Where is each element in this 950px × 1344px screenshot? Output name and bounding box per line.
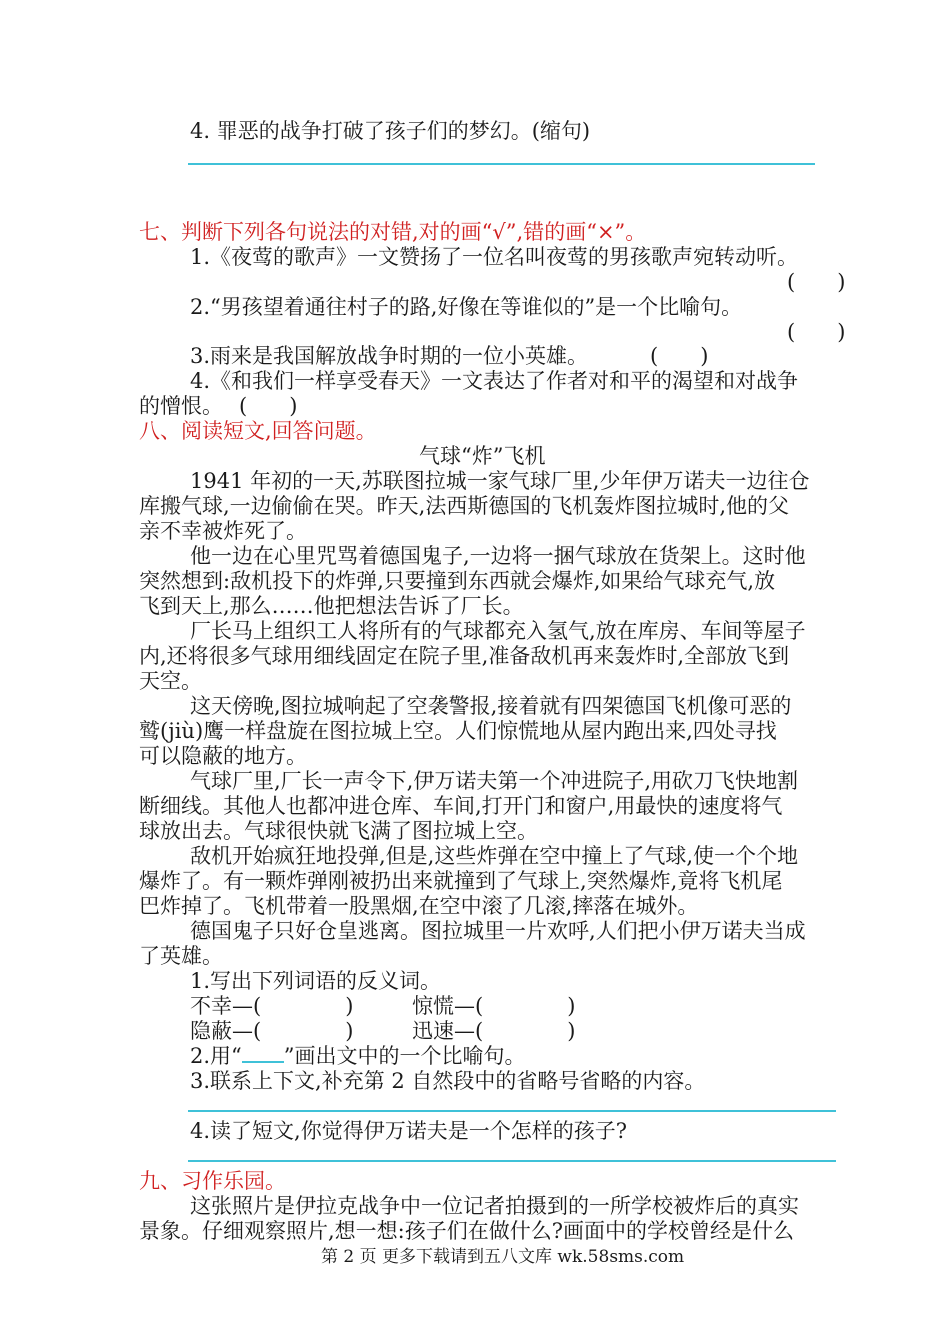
- p5-line2: 断细线。其他人也都冲进仓库、车间,打开门和窗户,用最快的速度将气: [139, 794, 783, 818]
- s7-item2-paren[interactable]: ( ): [787, 320, 846, 344]
- q2-suffix: ”画出文中的一个比喻句。: [283, 1044, 526, 1068]
- q4-label: 4.读了短文,你觉得伊万诺夫是一个怎样的孩子?: [190, 1119, 627, 1143]
- q1-word2[interactable]: 惊慌—( ): [412, 994, 576, 1018]
- p2-line3: 飞到天上,那么……他把想法告诉了厂长。: [139, 594, 524, 618]
- p4-line2: 鹫(jiù)鹰一样盘旋在图拉城上空。人们惊慌地从屋内跑出来,四处寻找: [139, 719, 777, 743]
- p3-line2: 内,还将很多气球用细线固定在院子里,准备敌机再来轰炸时,全部放飞到: [139, 644, 790, 668]
- p6-line3: 巴炸掉了。飞机带着一股黑烟,在空中滚了几滚,摔落在城外。: [139, 894, 699, 918]
- p6-line2: 爆炸了。有一颗炸弹刚被扔出来就撞到了气球上,突然爆炸,竟将飞机尾: [139, 869, 783, 893]
- s7-item1-paren[interactable]: ( ): [787, 270, 846, 294]
- q1-word1[interactable]: 不幸—( ): [190, 994, 354, 1018]
- section8-title: 八、阅读短文,回答问题。: [139, 419, 377, 443]
- answer-line[interactable]: [188, 163, 815, 165]
- p2-line1: 他一边在心里咒骂着德国鬼子,一边将一捆气球放在货架上。这时他: [190, 544, 806, 568]
- p3-line1: 厂长马上组织工人将所有的气球都充入氢气,放在库房、车间等屋子: [190, 619, 806, 643]
- p1-line1: 1941 年初的一天,苏联图拉城一家气球厂里,少年伊万诺夫一边往仓: [190, 469, 810, 493]
- s7-item2: 2.“男孩望着通往村子的路,好像在等谁似的”是一个比喻句。: [190, 295, 743, 319]
- q1-word4[interactable]: 迅速—( ): [412, 1019, 576, 1043]
- p5-line1: 气球厂里,厂长一声令下,伊万诺夫第一个冲进院子,用砍刀飞快地割: [190, 769, 799, 793]
- section9-title: 九、习作乐园。: [139, 1169, 286, 1193]
- s9-line1: 这张照片是伊拉克战争中一位记者拍摄到的一所学校被炸后的真实: [190, 1194, 799, 1218]
- p1-line3: 亲不幸被炸死了。: [139, 519, 307, 543]
- p2-line2: 突然想到:敌机投下的炸弹,只要撞到东西就会爆炸,如果给气球充气,放: [139, 569, 776, 593]
- q2-prefix: 2.用“: [190, 1044, 242, 1068]
- page-footer: 第 2 页 更多下载请到五八文库 wk.58sms.com: [321, 1247, 685, 1267]
- p1-line2: 库搬气球,一边偷偷在哭。昨天,法西斯德国的飞机轰炸图拉城时,他的父: [139, 494, 790, 518]
- s7-item4-line2: 的憎恨。: [139, 394, 223, 418]
- s9-line2: 景象。仔细观察照片,想一想:孩子们在做什么?画面中的学校曾经是什么: [139, 1219, 795, 1243]
- answer-line[interactable]: [188, 1160, 836, 1162]
- s7-item1: 1.《夜莺的歌声》一文赞扬了一位名叫夜莺的男孩歌声宛转动听。: [190, 245, 799, 269]
- section7-title: 七、判断下列各句说法的对错,对的画“√”,错的画“×”。: [139, 220, 647, 244]
- q3-label: 3.联系上下文,补充第 2 自然段中的省略号省略的内容。: [190, 1069, 706, 1093]
- p7-line2: 了英雄。: [139, 944, 223, 968]
- p3-line3: 天空。: [139, 669, 202, 693]
- q1-word3[interactable]: 隐蔽—( ): [190, 1019, 354, 1043]
- q2-label: [190, 1043, 526, 1069]
- p4-line1: 这天傍晚,图拉城响起了空袭警报,接着就有四架德国飞机像可恶的: [190, 694, 792, 718]
- answer-line[interactable]: [188, 1110, 836, 1112]
- q6-item4: 4. 罪恶的战争打破了孩子们的梦幻。(缩句): [190, 119, 591, 143]
- underline-sample: [242, 1043, 284, 1063]
- passage-title: 气球“炸”飞机: [419, 444, 546, 468]
- q1-label: 1.写出下列词语的反义词。: [190, 969, 442, 993]
- p6-line1: 敌机开始疯狂地投弹,但是,这些炸弹在空中撞上了气球,使一个个地: [190, 844, 799, 868]
- s7-item3-paren[interactable]: ( ): [650, 344, 709, 368]
- s7-item4-paren[interactable]: ( ): [239, 394, 298, 418]
- p7-line1: 德国鬼子只好仓皇逃离。图拉城里一片欢呼,人们把小伊万诺夫当成: [190, 919, 806, 943]
- s7-item3: 3.雨来是我国解放战争时期的一位小英雄。: [190, 344, 589, 368]
- s7-item4-line1: 4.《和我们一样享受春天》一文表达了作者对和平的渴望和对战争: [190, 369, 799, 393]
- p5-line3: 球放出去。气球很快就飞满了图拉城上空。: [139, 819, 538, 843]
- p4-line3: 可以隐蔽的地方。: [139, 744, 307, 768]
